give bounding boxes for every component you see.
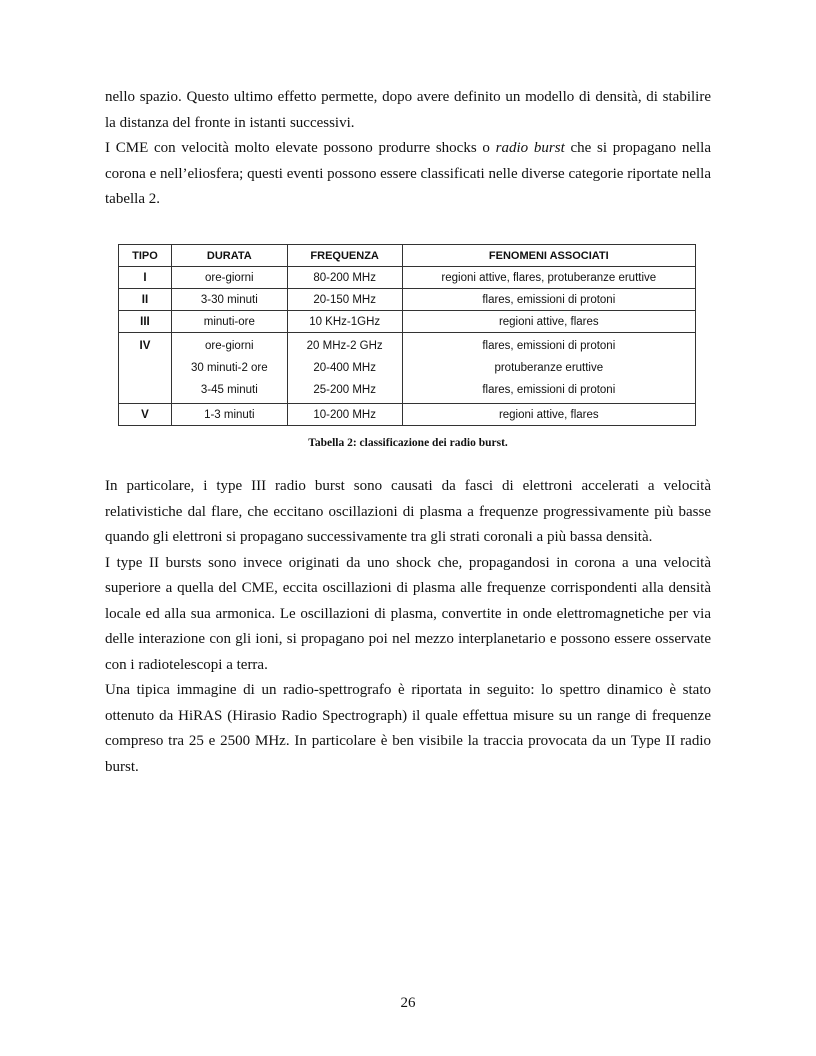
- table-caption: Tabella 2: classificazione dei radio burst.: [308, 437, 508, 449]
- cell-durata: minuti-ore: [171, 311, 287, 333]
- table-row: [119, 267, 696, 289]
- intro-paragraph-1: nello spazio. Questo ultimo effetto permette, dopo avere definito un modello di densità, di stabilire la distanza del fronte in istanti successivi.: [105, 89, 711, 131]
- table-row: [119, 404, 696, 426]
- cell-durata: 1-3 minuti: [171, 404, 287, 426]
- cell-line: 3-45 minuti: [200, 384, 258, 396]
- header-durata: DURATA: [171, 245, 287, 267]
- cell-fenomeni: flares, emissioni di protoni: [402, 289, 695, 311]
- body-text: [105, 474, 711, 780]
- cell-frequenza: 80-200 MHz: [287, 267, 402, 289]
- cell-line: 30 minuti-2 ore: [190, 362, 268, 374]
- cell-frequenza: 10-200 MHz: [287, 404, 402, 426]
- cell-tipo: I: [119, 267, 172, 289]
- intro-paragraph-2-start: I CME con velocità molto elevate possono produrre shocks o: [105, 140, 496, 156]
- cell-frequenza: 10 KHz-1GHz: [287, 311, 402, 333]
- cell-tipo: III: [119, 311, 172, 333]
- cell-durata: 3-30 minuti: [171, 289, 287, 311]
- cell-line: flares, emissioni di protoni: [482, 340, 616, 352]
- cell-fenomeni: regioni attive, flares: [402, 311, 695, 333]
- body-paragraph-1: In particolare, i type III radio burst sono causati da fasci di elettroni accelerati a velocità relativistiche dal flare, che eccitano oscillazioni di plasma a frequenze progressivamente più basse quando gli elettroni si propagano successivamente tra gli strati coronali a più bassa densità.: [105, 478, 711, 545]
- cell-durata: ore-giorni: [171, 267, 287, 289]
- cell-tipo: V: [119, 404, 172, 426]
- table-header-row: [119, 245, 696, 267]
- table-row: [119, 311, 696, 333]
- cell-line: flares, emissioni di protoni: [482, 384, 616, 396]
- cell-tipo-value: IV: [139, 340, 151, 352]
- cell-line: 20 MHz-2 GHz: [306, 340, 383, 352]
- intro-paragraph-2-end: che si propagano nella corona e nell’eliosfera; questi eventi possono essere classificati nelle diverse categorie riportate nella tabella 2.: [105, 140, 711, 207]
- cell-line: 20-400 MHz: [313, 362, 376, 374]
- table-row: [119, 333, 696, 404]
- cell-frequenza: 20-150 MHz: [287, 289, 402, 311]
- intro-text: [105, 85, 711, 213]
- cell-line: protuberanze eruttive: [494, 362, 604, 374]
- cell-fenomeni: regioni attive, flares, protuberanze eruttive: [402, 267, 695, 289]
- cell-fenomeni: regioni attive, flares: [402, 404, 695, 426]
- cell-line: ore-giorni: [205, 340, 254, 352]
- body-paragraph-2: I type II bursts sono invece originati da uno shock che, propagandosi in corona a una velocità superiore a quella del CME, eccita oscillazioni di plasma alle frequenze corrispondenti alla densità locale ed alla sua armonica. Le oscillazioni di plasma, convertite in onde elettromagnetiche per via delle interazione con gli ioni, si propagano poi nel mezzo interplanetario e possono essere osservate con i radiotelescopi a terra.: [105, 554, 711, 673]
- radio-burst-term: radio burst: [495, 140, 565, 156]
- intro-paragraph-2: [105, 136, 711, 213]
- cell-tipo: II: [119, 289, 172, 311]
- cell-line: 25-200 MHz: [313, 384, 376, 396]
- header-tipo: TIPO: [119, 245, 172, 267]
- header-frequenza: FREQUENZA: [287, 245, 402, 267]
- cell-durata: [171, 333, 287, 404]
- cell-frequenza: [287, 333, 402, 404]
- page-number: 26: [400, 995, 416, 1011]
- radio-burst-table: [118, 244, 696, 426]
- body-paragraph-3: Una tipica immagine di un radio-spettrografo è riportata in seguito: lo spettro dinamico è stato ottenuto da HiRAS (Hirasio Radio Spectrograph) il quale effettua misure su un range di frequenze compreso tra 25 e 2500 MHz. In particolare è ben visibile la traccia provocata da un Type II radio burst.: [105, 682, 711, 775]
- table-row: [119, 289, 696, 311]
- cell-tipo: [119, 333, 172, 404]
- cell-fenomeni: [402, 333, 695, 404]
- header-fenomeni: FENOMENI ASSOCIATI: [402, 245, 695, 267]
